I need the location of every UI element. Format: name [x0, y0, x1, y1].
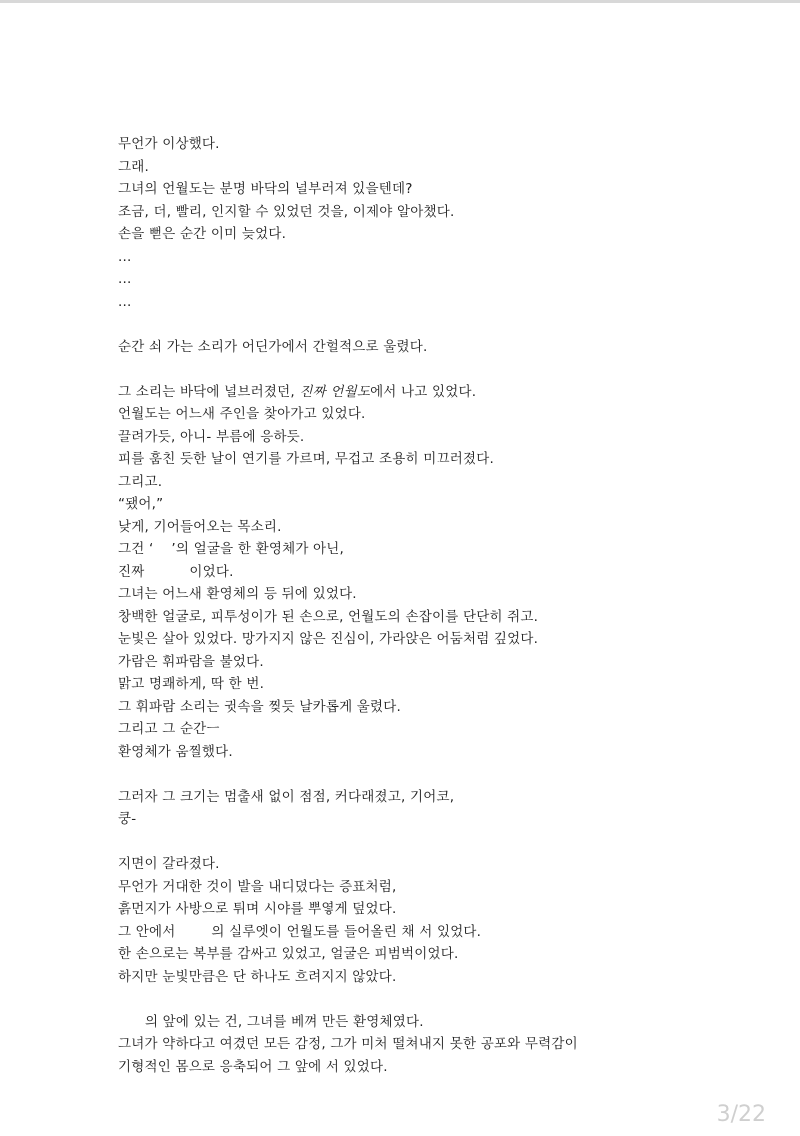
text-line: 진짜 이었다.	[118, 563, 234, 580]
text-line: 순간 쇠 가는 소리가 어딘가에서 간헐적으로 울렸다.	[118, 338, 428, 355]
document-body	[118, 133, 778, 1078]
text-line: 창백한 얼굴로, 피투성이가 된 손으로, 언월도의 손잡이를 단단히 쥐고.	[118, 608, 539, 625]
text-line: 무언가 이상했다.	[118, 136, 220, 152]
top-divider	[0, 0, 800, 3]
emphasized-text: 진짜 언월도	[299, 383, 371, 400]
text-line: 언월도는 어느새 주인을 찾아가고 있었다.	[118, 406, 366, 422]
ellipsis-line: ...	[118, 271, 132, 287]
paragraph-gap	[118, 831, 778, 854]
text-line: 지면이 갈라졌다.	[118, 856, 220, 872]
text-line: 의 앞에 있는 건, 그녀를 베껴 만든 환영체였다.	[118, 1013, 424, 1030]
text-line: 그래.	[118, 158, 149, 175]
text-line: 그건 ‘ ’의 얼굴을 한 환영체가 아닌,	[118, 541, 345, 557]
text-line: 낮게, 기어들어오는 목소리.	[118, 518, 282, 535]
text-line: 조금, 더, 빨리, 인지할 수 있었던 것을, 이제야 알아챘다.	[118, 203, 455, 220]
text-line: 맑고 명쾌하게, 딱 한 번.	[118, 676, 265, 692]
text-line: 그 안에서 의 실루엣이 언월도를 들어올린 채 서 있었다.	[118, 923, 482, 940]
text-line: 하지만 눈빛만큼은 단 하나도 흐려지지 않았다.	[118, 968, 397, 985]
text-line: 기형적인 몸으로 응축되어 그 앞에 서 있었다.	[118, 1058, 388, 1075]
text-line: 그리고.	[118, 473, 163, 490]
ellipsis-line: ...	[118, 293, 132, 310]
text-segment: 그 소리는 바닥에 널브러졌던,	[118, 383, 300, 400]
text-line-with-emphasis	[118, 381, 778, 404]
text-line: 흙먼지가 사방으로 튀며 시야를 뿌옇게 덮었다.	[118, 901, 397, 917]
text-line: 무언가 거대한 것이 발을 내디뎠다는 증표처럼,	[118, 878, 397, 895]
text-line: 그녀가 약하다고 여겼던 모든 감정, 그가 미처 떨쳐내지 못한 공포와 무력감이	[118, 1036, 578, 1052]
ellipsis-line: ...	[118, 248, 132, 265]
text-segment: 에서 나고 있었다.	[370, 383, 477, 400]
text-line: 환영체가 움찔했다.	[118, 743, 233, 760]
text-line: 눈빛은 살아 있었다. 망가지지 않은 진심이, 가라앉은 어둠처럼 깊었다.	[118, 631, 539, 647]
text-line: 손을 뻗은 순간 이미 늦었다.	[118, 226, 287, 242]
text-line: 한 손으로는 복부를 감싸고 있었고, 얼굴은 피범벅이었다.	[118, 946, 459, 962]
text-line: 가람은 휘파람을 불었다.	[118, 653, 264, 670]
page-indicator: 3/22	[716, 1102, 766, 1127]
paragraph-gap	[118, 763, 778, 786]
text-line: 그리고 그 순간ㅡ	[118, 721, 220, 737]
paragraph-gap	[118, 358, 778, 381]
paragraph-gap	[118, 988, 778, 1011]
text-line: 끌려가듯, 아니- 부름에 응하듯.	[118, 428, 305, 445]
text-line: 그러자 그 크기는 멈출새 없이 점점, 커다래졌고, 기어코,	[118, 788, 455, 805]
text-line: 쿵-	[118, 811, 137, 827]
text-line: 피를 훔친 듯한 날이 연기를 가르며, 무겁고 조용히 미끄러졌다.	[118, 451, 494, 467]
paragraph-gap	[118, 313, 778, 336]
text-line: 그녀는 어느새 환영체의 등 뒤에 있었다.	[118, 586, 357, 602]
text-line: 그 휘파람 소리는 귓속을 찢듯 날카롭게 울렸다.	[118, 698, 402, 715]
dialogue-line: “됐어,”	[118, 496, 164, 512]
text-line: 그녀의 언월도는 분명 바닥의 널부러져 있을텐데?	[118, 181, 413, 197]
